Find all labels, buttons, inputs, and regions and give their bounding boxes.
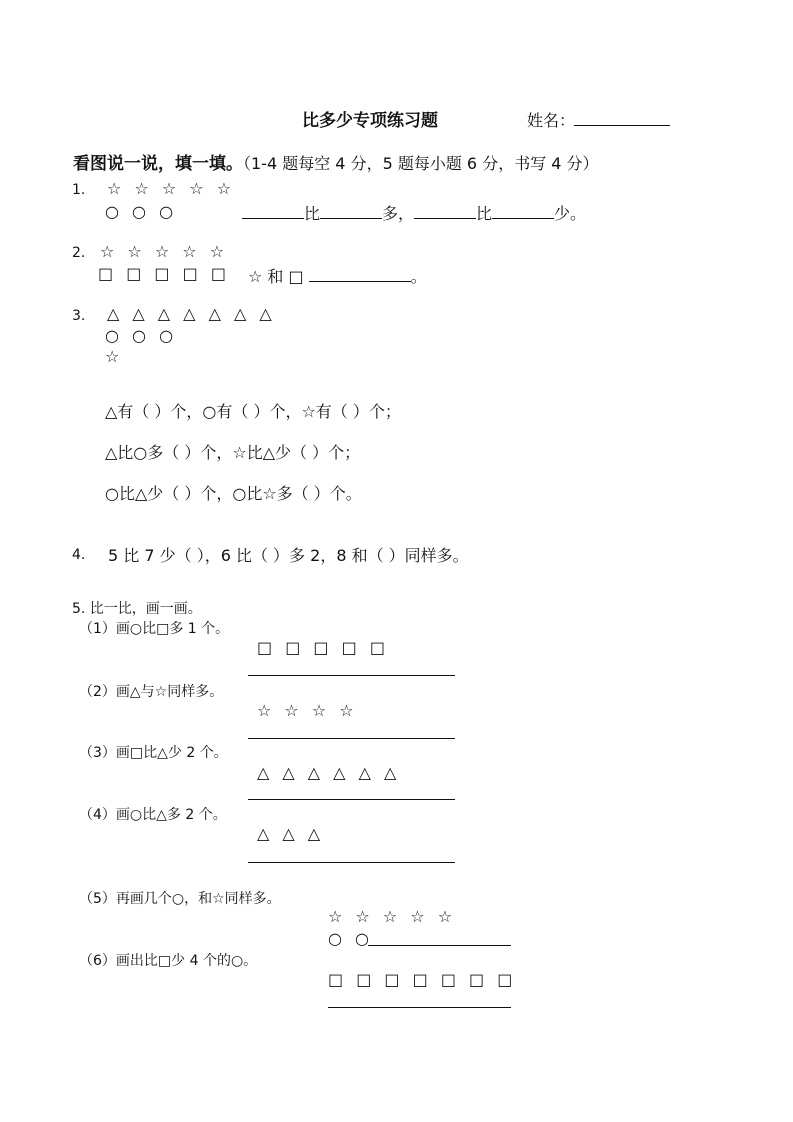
page-title: 比多少专项练习题 xyxy=(302,111,438,131)
instructions-scoring: （1-4 题每空 4 分，5 题每小题 6 分，书写 4 分） xyxy=(243,154,599,173)
q5-1-symbols: □ □ □ □ □ xyxy=(257,638,389,657)
q1-blank-3[interactable] xyxy=(414,203,476,219)
q5-4-symbols: △ △ △ xyxy=(257,824,325,843)
instructions xyxy=(73,149,599,174)
q2-phrase: ☆ 和 □ xyxy=(248,267,304,286)
q5-6-drawing-line[interactable] xyxy=(328,1007,511,1008)
q1-blank-4[interactable] xyxy=(492,203,554,219)
q2-sentence xyxy=(248,264,427,287)
q1-word-3: 比 xyxy=(476,204,493,223)
q2-blank[interactable] xyxy=(309,266,411,282)
q5-3-drawing-line[interactable] xyxy=(248,799,455,800)
q1-stars: ☆ ☆ ☆ ☆ ☆ xyxy=(107,179,236,198)
q5-1-label: （1）画○比□多 1 个。 xyxy=(79,621,230,637)
q3-line-1: △有（ ）个，○有（ ）个，☆有（ ）个； xyxy=(105,402,401,421)
q5-5-label: （5）再画几个○，和☆同样多。 xyxy=(79,891,281,907)
q1-blank-1[interactable] xyxy=(242,203,304,219)
q1-sentence xyxy=(242,201,586,224)
q1-word-1: 比 xyxy=(304,204,321,223)
q5-3-symbols: △ △ △ △ △ △ xyxy=(257,763,401,782)
q4-text: 5 比 7 少（ ），6 比（ ）多 2，8 和（ ）同样多。 xyxy=(108,546,469,565)
q1-word-4: 少。 xyxy=(554,204,587,223)
q3-number: 3. xyxy=(72,308,86,324)
q5-4-drawing-line[interactable] xyxy=(248,862,455,863)
q5-heading: 5. 比一比，画一画。 xyxy=(72,601,202,617)
q5-1-drawing-line[interactable] xyxy=(248,675,455,676)
q3-line-3: ○比△少（ ）个，○比☆多（ ）个。 xyxy=(105,484,362,503)
q1-number: 1. xyxy=(72,182,86,198)
name-label: 姓名： xyxy=(527,111,576,130)
q2-end: 。 xyxy=(410,267,427,286)
q3-line-2: △比○多（ ）个，☆比△少（ ）个； xyxy=(105,443,361,462)
q5-2-label: （2）画△与☆同样多。 xyxy=(79,684,224,700)
q5-5-symbols: ☆ ☆ ☆ ☆ ☆ xyxy=(328,907,457,926)
q5-2-symbols: ☆ ☆ ☆ ☆ xyxy=(257,701,358,720)
q4-number: 4. xyxy=(72,547,86,563)
q3-circles: ○ ○ ○ xyxy=(105,326,178,345)
q5-6-symbols: □ □ □ □ □ □ □ xyxy=(328,970,517,989)
q5-5-circles: ○ ○ xyxy=(328,929,374,948)
q2-stars: ☆ ☆ ☆ ☆ ☆ xyxy=(100,242,229,261)
name-blank[interactable] xyxy=(574,125,670,126)
q5-2-drawing-line[interactable] xyxy=(248,738,455,739)
q5-5-drawing-line[interactable] xyxy=(368,945,511,946)
q3-star: ☆ xyxy=(105,347,124,366)
q5-4-label: （4）画○比△多 2 个。 xyxy=(79,807,227,823)
q5-3-label: （3）画□比△少 2 个。 xyxy=(79,745,228,761)
q2-number: 2. xyxy=(72,245,86,261)
q2-squares: □ □ □ □ □ xyxy=(98,264,230,283)
instructions-bold: 看图说一说，填一填。 xyxy=(73,154,243,174)
q1-blank-2[interactable] xyxy=(320,203,382,219)
q3-triangles: △ △ △ △ △ △ △ xyxy=(107,304,276,323)
q1-word-2: 多， xyxy=(382,204,415,223)
q5-6-label: （6）画出比□少 4 个的○。 xyxy=(79,953,258,969)
q1-circles: ○ ○ ○ xyxy=(105,202,178,221)
